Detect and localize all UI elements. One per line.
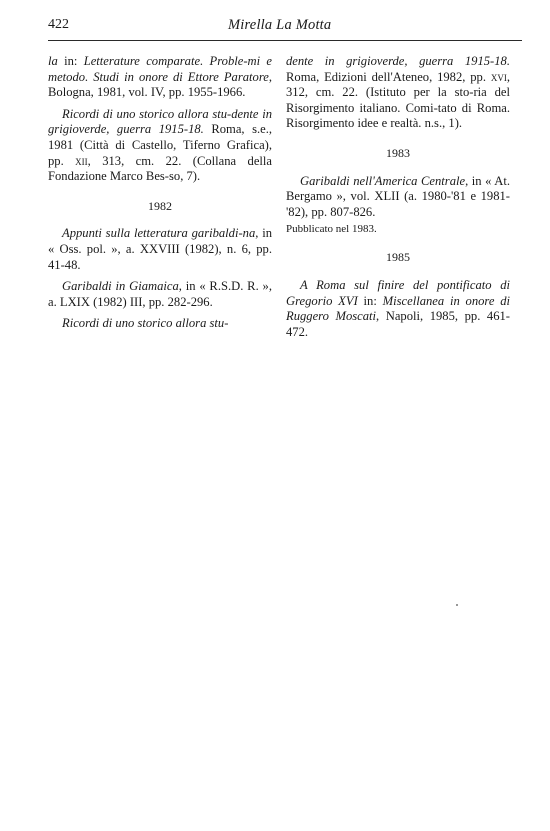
left-column bbox=[48, 54, 272, 338]
year-heading: 1983 bbox=[386, 145, 410, 160]
bib-entry: Appunti sulla letteratura garibaldi-na, in « Oss. pol. », a. XXVIII (1982), n. 6, pp. 41-48. bbox=[48, 226, 272, 272]
bib-entry: dente in grigioverde, guerra 1915-18. Roma, Edizioni dell'Ateneo, 1982, pp. xvi, 312, cm. 22. (Istituto per la sto-ria del Risorgimento italiano. Comi-tato di Roma. Risorgimento idee e realtà. n.s., 1). bbox=[286, 54, 510, 131]
bib-entry: Ricordi di uno storico allora stu- bbox=[62, 316, 229, 331]
bib-entry: Garibaldi in Giamaica, in « R.S.D. R. », a. LXIX (1982) III, pp. 282-296. bbox=[48, 279, 272, 309]
scan-speck bbox=[456, 604, 458, 606]
page-number: 422 bbox=[48, 17, 69, 32]
bib-entry: la in: Letterature comparate. Proble-mi e metodo. Studi in onore di Ettore Paratore, Bologna, 1981, vol. IV, pp. 1955-1966. bbox=[48, 54, 273, 100]
header-rule bbox=[48, 40, 522, 41]
year-heading: 1985 bbox=[386, 250, 410, 265]
publication-note: Pubblicato nel 1983. bbox=[286, 223, 377, 236]
running-head: Mirella La Motta bbox=[228, 17, 332, 33]
bib-entry: A Roma sul finire del pontificato di Gregorio XVI in: Miscellanea in onore di Ruggero Moscati, Napoli, 1985, pp. 461-472. bbox=[286, 277, 511, 339]
bib-entry: Ricordi di uno storico allora stu-dente in grigioverde, guerra 1915-18. Roma, s.e., 1981 (Città di Castello, Tiferno Grafica), pp. xii, 313, cm. 22. (Collana della Fondazione Marco Bes-so, 7). bbox=[48, 106, 273, 184]
right-column bbox=[286, 54, 510, 346]
bib-entry: Garibaldi nell'America Centrale, in « At. Bergamo », vol. XLII (a. 1980-'81 e 1981-'82), pp. 807-826. bbox=[286, 173, 510, 219]
year-heading: 1982 bbox=[148, 198, 172, 213]
page-header bbox=[48, 15, 518, 39]
